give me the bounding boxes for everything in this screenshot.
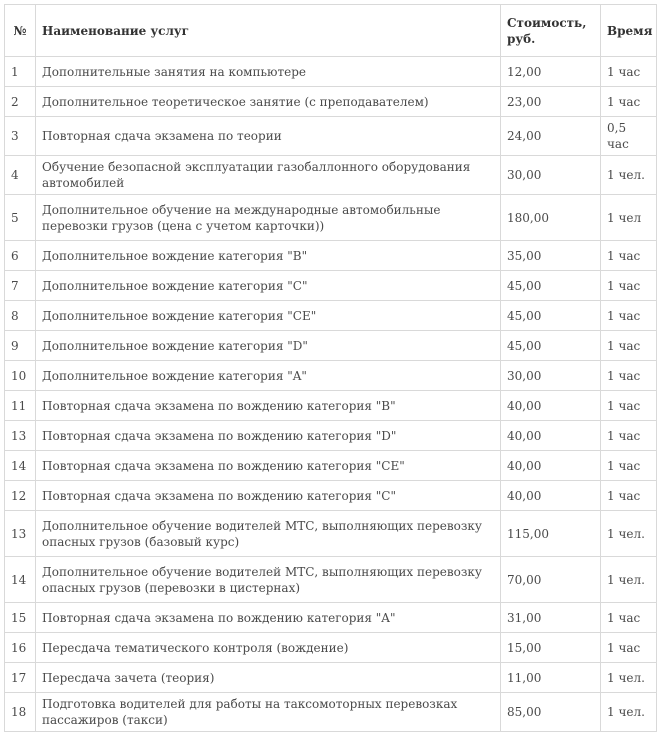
row-time: 1 час: [601, 603, 657, 633]
row-cost: 180,00: [501, 195, 601, 241]
row-service-name: Дополнительное обучение водителей МТС, выполняющих перевозку опасных грузов (базовый курс): [36, 511, 501, 557]
table-row: [5, 301, 657, 331]
row-number: 5: [5, 195, 36, 241]
row-cost: 30,00: [501, 361, 601, 391]
row-cost: 115,00: [501, 511, 601, 557]
services-price-table: [4, 4, 657, 732]
table-row: [5, 557, 657, 603]
row-number: 15: [5, 603, 36, 633]
row-service-name: Дополнительное вождение категория "D": [36, 331, 501, 361]
table-row: [5, 156, 657, 195]
table-row: [5, 331, 657, 361]
table-row: [5, 117, 657, 156]
row-time: 1 час: [601, 241, 657, 271]
row-service-name: Дополнительные занятия на компьютере: [36, 57, 501, 87]
table-row: [5, 451, 657, 481]
row-cost: 85,00: [501, 693, 601, 732]
row-service-name: Дополнительное вождение категория "B": [36, 241, 501, 271]
row-service-name: Пересдача зачета (теория): [36, 663, 501, 693]
table-row: [5, 603, 657, 633]
row-cost: 24,00: [501, 117, 601, 156]
row-cost: 35,00: [501, 241, 601, 271]
row-time: 1 чел.: [601, 557, 657, 603]
row-number: 18: [5, 693, 36, 732]
row-time: 1 чел.: [601, 511, 657, 557]
table-row: [5, 87, 657, 117]
row-service-name: Дополнительное вождение категория "A": [36, 361, 501, 391]
row-time: 1 час: [601, 361, 657, 391]
row-cost: 40,00: [501, 421, 601, 451]
row-number: 14: [5, 451, 36, 481]
table-row: [5, 241, 657, 271]
row-service-name: Повторная сдача экзамена по теории: [36, 117, 501, 156]
row-time: 1 час: [601, 451, 657, 481]
row-number: 17: [5, 663, 36, 693]
row-number: 6: [5, 241, 36, 271]
table-row: [5, 271, 657, 301]
table-row: [5, 511, 657, 557]
row-number: 11: [5, 391, 36, 421]
table-row: [5, 663, 657, 693]
row-service-name: Дополнительное вождение категория "CE": [36, 301, 501, 331]
row-number: 13: [5, 421, 36, 451]
row-cost: 31,00: [501, 603, 601, 633]
row-service-name: Дополнительное теоретическое занятие (с преподавателем): [36, 87, 501, 117]
row-number: 3: [5, 117, 36, 156]
row-service-name: Подготовка водителей для работы на таксомоторных перевозках пассажиров (такси): [36, 693, 501, 732]
table-row: [5, 421, 657, 451]
row-time: 1 чел: [601, 195, 657, 241]
header-service-name: Наименование услуг: [36, 5, 501, 57]
row-service-name: Дополнительное обучение на международные автомобильные перевозки грузов (цена с учетом карточки)): [36, 195, 501, 241]
row-service-name: Повторная сдача экзамена по вождению категория "C": [36, 481, 501, 511]
header-time: Время: [601, 5, 657, 57]
row-number: 7: [5, 271, 36, 301]
table-body: [5, 57, 657, 732]
table-row: [5, 633, 657, 663]
row-service-name: Повторная сдача экзамена по вождению категория "B": [36, 391, 501, 421]
row-service-name: Повторная сдача экзамена по вождению категория "A": [36, 603, 501, 633]
row-cost: 45,00: [501, 331, 601, 361]
header-number: №: [5, 5, 36, 57]
table-row: [5, 361, 657, 391]
row-time: 1 чел.: [601, 663, 657, 693]
row-time: 1 час: [601, 633, 657, 663]
row-cost: 12,00: [501, 57, 601, 87]
table-row: [5, 693, 657, 732]
table-header-row: [5, 5, 657, 57]
row-number: 12: [5, 481, 36, 511]
table-row: [5, 391, 657, 421]
row-time: 1 час: [601, 271, 657, 301]
row-cost: 45,00: [501, 301, 601, 331]
row-number: 13: [5, 511, 36, 557]
row-service-name: Повторная сдача экзамена по вождению категория "CE": [36, 451, 501, 481]
row-cost: 23,00: [501, 87, 601, 117]
row-service-name: Пересдача тематического контроля (вождение): [36, 633, 501, 663]
row-service-name: Дополнительное вождение категория "C": [36, 271, 501, 301]
row-time: 1 час: [601, 301, 657, 331]
row-cost: 30,00: [501, 156, 601, 195]
row-cost: 40,00: [501, 481, 601, 511]
row-number: 9: [5, 331, 36, 361]
row-number: 10: [5, 361, 36, 391]
row-cost: 15,00: [501, 633, 601, 663]
row-number: 16: [5, 633, 36, 663]
row-cost: 40,00: [501, 451, 601, 481]
table-row: [5, 195, 657, 241]
row-time: 1 час: [601, 57, 657, 87]
row-time: 1 час: [601, 481, 657, 511]
row-number: 8: [5, 301, 36, 331]
row-cost: 11,00: [501, 663, 601, 693]
table-row: [5, 57, 657, 87]
table-row: [5, 481, 657, 511]
row-number: 14: [5, 557, 36, 603]
row-cost: 70,00: [501, 557, 601, 603]
row-number: 2: [5, 87, 36, 117]
row-number: 1: [5, 57, 36, 87]
row-time: 1 чел.: [601, 156, 657, 195]
row-time: 1 час: [601, 391, 657, 421]
row-time: 1 час: [601, 421, 657, 451]
row-time: 0,5 час: [601, 117, 657, 156]
row-service-name: Обучение безопасной эксплуатации газобаллонного оборудования автомобилей: [36, 156, 501, 195]
row-number: 4: [5, 156, 36, 195]
row-time: 1 час: [601, 87, 657, 117]
header-cost: Стоимость, руб.: [501, 5, 601, 57]
row-cost: 45,00: [501, 271, 601, 301]
row-cost: 40,00: [501, 391, 601, 421]
row-service-name: Повторная сдача экзамена по вождению категория "D": [36, 421, 501, 451]
row-time: 1 чел.: [601, 693, 657, 732]
row-time: 1 час: [601, 331, 657, 361]
row-service-name: Дополнительное обучение водителей МТС, выполняющих перевозку опасных грузов (перевозки в цистернах): [36, 557, 501, 603]
